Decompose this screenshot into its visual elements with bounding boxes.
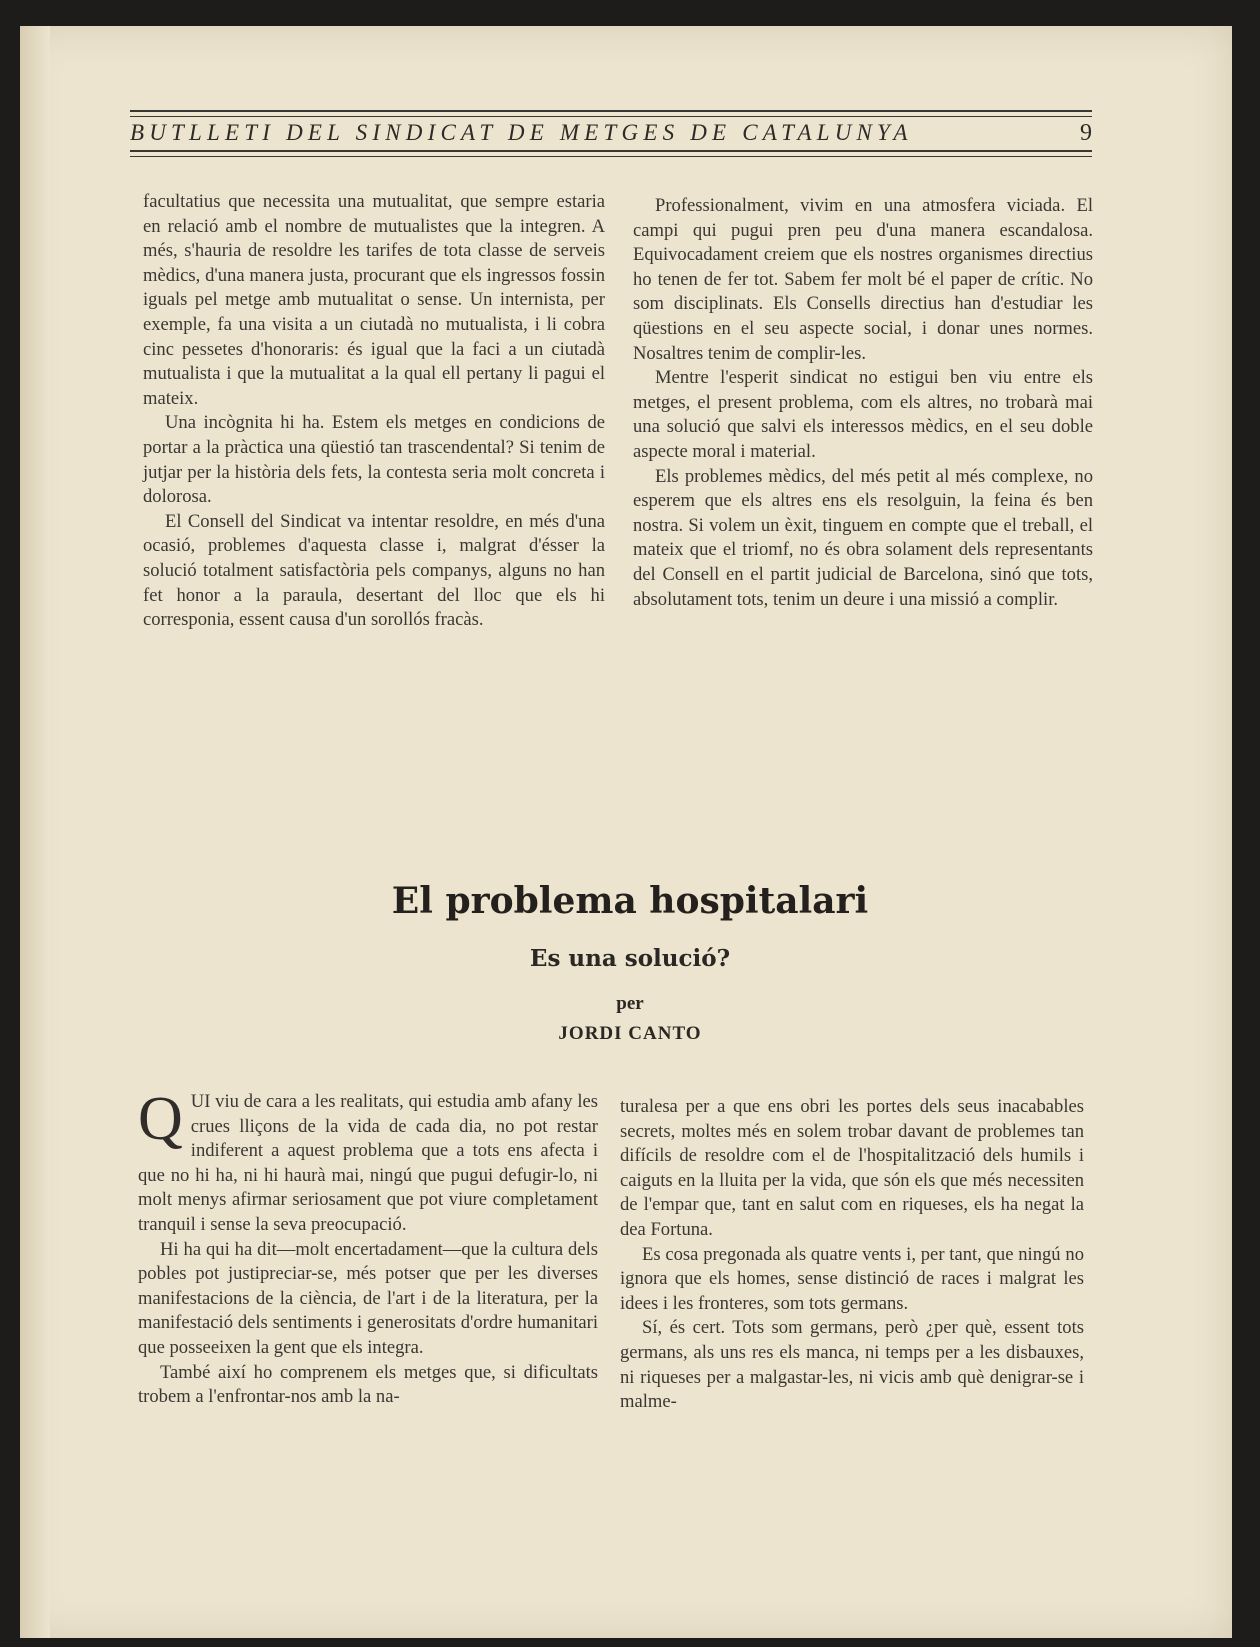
article-subtitle: Es una solució? xyxy=(529,945,731,972)
article-title: El problema hospitalari xyxy=(391,880,869,922)
opening-text: UI viu de cara a les realitats, qui estudia amb afany les crues lliçons de la vida de cada dia, no pot restar indiferent a aquest problema que a tots ens afecta i que no hi ha, ni hi haurà mai, ningú que pugui defugir-lo, ni molt menys afirmar seriosament que pot viure completament tranquil i sense la seva preocupació. xyxy=(138,1091,598,1235)
header-rule-top-thin xyxy=(130,116,1092,117)
byline: per xyxy=(616,993,644,1014)
continued-article-right-column xyxy=(633,194,1093,612)
paragraph: El Consell del Sindicat va intentar resoldre, en més d'una ocasió, problemes d'aquesta classe i, malgrat d'ésser la solució totalment satisfactòria pels companys, alguns no han fet honor a la paraula, desertant del lloc que els hi corresponia, essent causa d'un sorollós fracàs. xyxy=(143,510,605,631)
paragraph: Una incògnita hi ha. Estem els metges en condicions de portar a la pràctica una qüestió tan trascendental? Si tenim de jutjar per la història dels fets, la contesta seria molt concreta i dolorosa. xyxy=(143,412,605,508)
running-header xyxy=(130,110,1092,160)
header-rule-bottom xyxy=(130,150,1092,152)
page-binding-edge xyxy=(20,26,50,1638)
journal-title: BUTLLETI DEL SINDICAT DE METGES DE CATALUNYA xyxy=(130,120,913,145)
article-left-column xyxy=(138,1085,598,1410)
paragraph: Hi ha qui ha dit—molt encertadament—que la cultura dels pobles pot justipreciar-se, més potser que per les diverses manifestacions de la ciència, de l'art i de la literatura, per la manifestació dels sentiments i generositats d'ordre humanitari que posseeixen la gent que els integra. xyxy=(138,1238,598,1358)
paragraph: Mentre l'esperit sindicat no estigui ben viu entre els metges, el present problema, com els altres, no trobarà mai una solució que salvi els interessos mèdics, en el seu doble aspecte moral i material. xyxy=(633,367,1093,462)
paragraph: Els problemes mèdics, del més petit al més complexe, no esperem que els altres ens els resolguin, la feina és ben nostra. Si volem un èxit, tinguem en compte que el treball, el mateix que el triomf, no és obra solament dels representants del Consell en el partit judicial de Barcelona, sinó que tots, absolutament tots, tenim un deure i una missió a complir. xyxy=(633,465,1093,610)
paragraph: facultatius que necessita una mutualitat, que sempre estaria en relació amb el nombre de mutualistes que la integren. A més, s'hauria de resoldre les tarifes de tota classe de serveis mèdics, d'una manera justa, procurant que els ingressos fossin iguals pel metge amb mutualitat o sense. Un internista, per exemple, fa una visita a un ciutadà no mutualista, i li cobra cinc pessetes d'honoraris: és igual que la faci a un ciutadà mutualista i que la mutualitat a la qual ell pertany li pagui el mateix. xyxy=(143,191,605,409)
paragraph: També així ho comprenem els metges que, si dificultats trobem a l'enfrontar-nos amb la na- xyxy=(138,1361,598,1408)
paragraph: Professionalment, vivim en una atmosfera viciada. El campi qui pugui pren peu d'una manera escandalosa. Equivocadament creiem que els nostres organismes directius ho tenen de fer tot. Sabem fer molt bé el paper de crític. No som disciplinats. Els Consells directius han d'estudiar les qüestions en el seu aspecte social, i donar unes normes. Nosaltres tenim de complir-les. xyxy=(633,195,1093,364)
header-rule-bottom-thin xyxy=(130,156,1092,157)
article-right-column xyxy=(620,1095,1084,1415)
continued-article-left-column xyxy=(143,190,605,633)
header-rule-top xyxy=(130,110,1092,112)
drop-cap: Q xyxy=(138,1085,183,1153)
paragraph: Es cosa pregonada als quatre vents i, per tant, que ningú no ignora que els homes, sense distinció de races i malgrat les idees i les fronteres, som tots germans. xyxy=(620,1243,1084,1314)
opening-paragraph xyxy=(138,1085,598,1238)
paragraph: Sí, és cert. Tots som germans, però ¿per què, essent tots germans, als uns res els manca, ni temps per a les disbauxes, ni riqueses per a malgastar-les, ni vicis amb què denigrar-se i malme- xyxy=(620,1317,1084,1413)
page-number: 9 xyxy=(1080,120,1092,146)
author-name: JORDI CANTO xyxy=(558,1023,702,1044)
paragraph: turalesa per a que ens obri les portes dels seus inacabables secrets, moltes més en solem trobar davant de problemes tan difícils de resoldre com el de l'hospitalització dels humils i caiguts en la lluita per la vida, que són els que més necessiten de l'empar que, tant en salut com en riqueses, els ha negat la dea Fortuna. xyxy=(620,1096,1084,1240)
